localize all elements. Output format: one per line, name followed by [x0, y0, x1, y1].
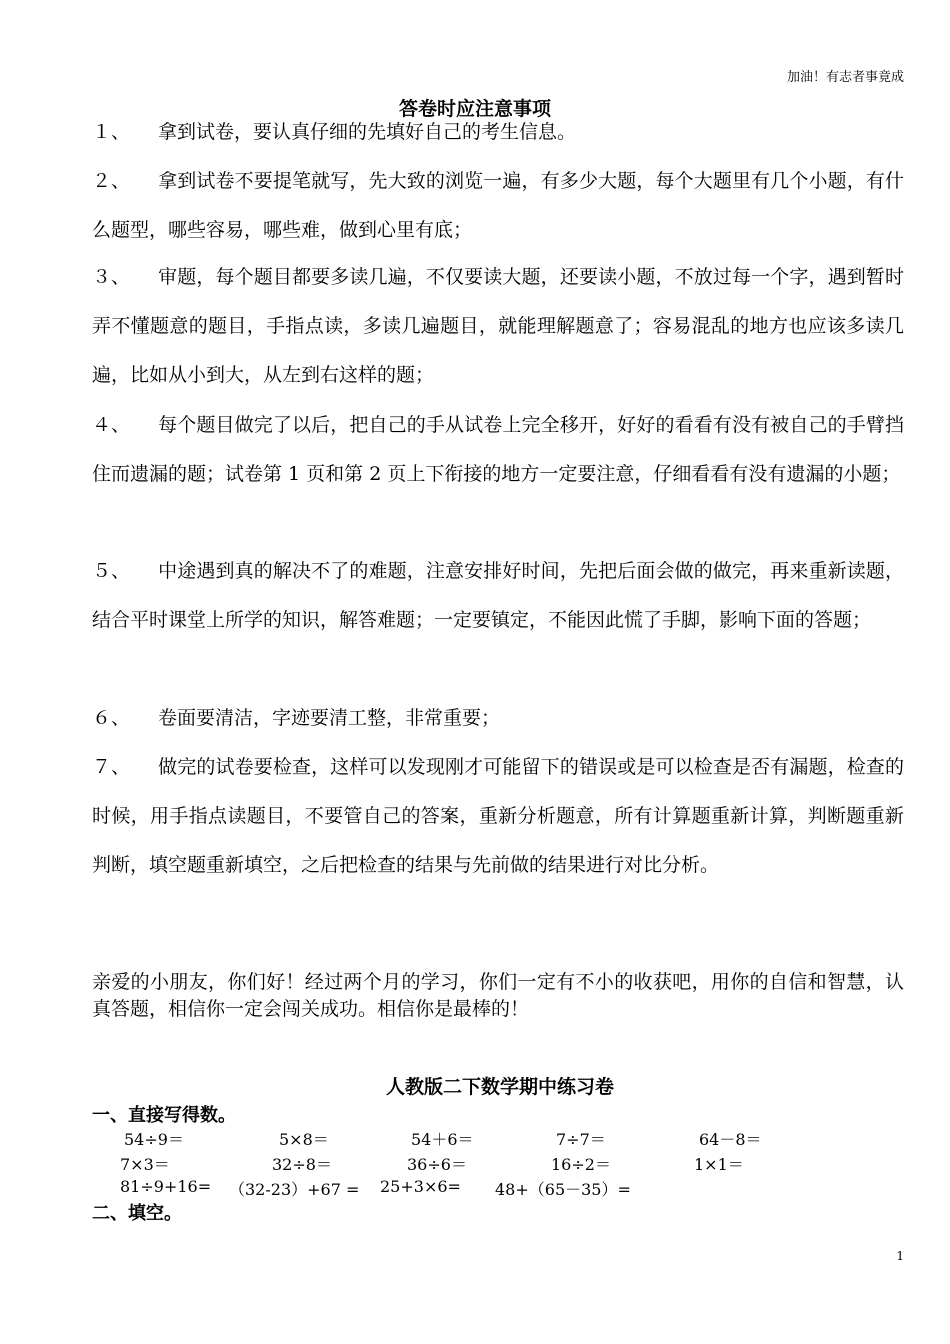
calc-item: 32÷8＝ — [272, 1155, 332, 1174]
calc-item: 5×8＝ — [279, 1130, 329, 1149]
calc-row-2 — [0, 1152, 950, 1178]
tip-item-4 — [92, 401, 904, 499]
intro-paragraph: 亲爱的小朋友，你们好！经过两个月的学习，你们一定有不小的收获吧，用你的自信和智慧，认真答题，相信你一定会闯关成功。相信你是最棒的！ — [92, 971, 904, 1020]
exam-title: 人教版二下数学期中练习卷 — [385, 1076, 614, 1098]
calc-item: 36÷6＝ — [407, 1155, 467, 1174]
calc-item: （32-23）+67 = — [229, 1180, 360, 1199]
tip-text: 拿到试卷不要提笔就写，先大致的浏览一遍，有多少大题，每个大题里有几个小题，有什么题型，哪些容易，哪些难，做到心里有底； — [92, 170, 904, 241]
calc-row-1 — [0, 1127, 950, 1153]
tip-text: 每个题目做完了以后，把自己的手从试卷上完全移开，好好的看看有没有被自己的手臂挡住而遗漏的题；试卷第 1 页和第 2 页上下衔接的地方一定要注意，仔细看看有没有遗漏的小题； — [92, 414, 904, 485]
tip-text: 做完的试卷要检查，这样可以发现刚才可能留下的错误或是可以检查是否有漏题，检查的时候，用手指点读题目，不要管自己的答案，重新分析题意，所有计算题重新计算，判断题重新判断，填空题重新填空，之后把检查的结果与先前做的结果进行对比分析。 — [92, 756, 904, 876]
tip-number: ５、 — [92, 560, 131, 582]
tip-item-2 — [92, 157, 904, 255]
tip-number: ７、 — [92, 756, 131, 778]
calc-item: 25+3×6= — [380, 1177, 461, 1196]
calc-item: 64－8＝ — [699, 1130, 762, 1149]
section-heading-fill-blank: 二、填空。 — [92, 1203, 182, 1224]
tip-number: ３、 — [92, 266, 131, 288]
calc-item: 7÷7＝ — [556, 1130, 606, 1149]
tip-number: １、 — [92, 121, 131, 143]
calc-item: 54÷9＝ — [124, 1130, 184, 1149]
section-heading-calculation: 一、直接写得数。 — [92, 1105, 236, 1126]
calc-item: 7×3＝ — [120, 1155, 170, 1174]
calc-item: 48+（65－35）= — [495, 1180, 631, 1199]
calc-item: 1×1＝ — [694, 1155, 744, 1174]
tip-number: ６、 — [92, 707, 131, 729]
tip-item-3 — [92, 253, 904, 400]
tip-item-6 — [92, 694, 904, 743]
tip-text: 拿到试卷，要认真仔细的先填好自己的考生信息。 — [158, 121, 577, 143]
tip-item-1 — [92, 108, 904, 157]
calc-item: 16÷2＝ — [551, 1155, 611, 1174]
tip-number: ２、 — [92, 170, 131, 192]
page-number: 1 — [896, 1249, 904, 1263]
tip-number: ４、 — [92, 414, 131, 436]
tip-text: 审题，每个题目都要多读几遍，不仅要读大题，还要读小题，不放过每一个字，遇到暂时弄不懂题意的题目，手指点读，多读几遍题目，就能理解题意了；容易混乱的地方也应该多读几遍，比如从小到大，从左到右这样的题； — [92, 266, 904, 386]
calc-item: 81÷9+16= — [120, 1177, 212, 1196]
tip-text: 中途遇到真的解决不了的难题，注意安排好时间，先把后面会做的做完，再来重新读题，结合平时课堂上所学的知识，解答难题；一定要镇定，不能因此慌了手脚，影响下面的答题； — [92, 560, 904, 631]
tip-item-5 — [92, 547, 904, 645]
header-motto: 加油！有志者事竟成 — [786, 70, 904, 85]
calc-item: 54＋6＝ — [411, 1130, 474, 1149]
tips-title: 答卷时应注意事项 — [398, 98, 551, 120]
tip-item-7 — [92, 743, 904, 890]
tip-text: 卷面要清洁，字迹要清工整，非常重要； — [158, 707, 501, 729]
